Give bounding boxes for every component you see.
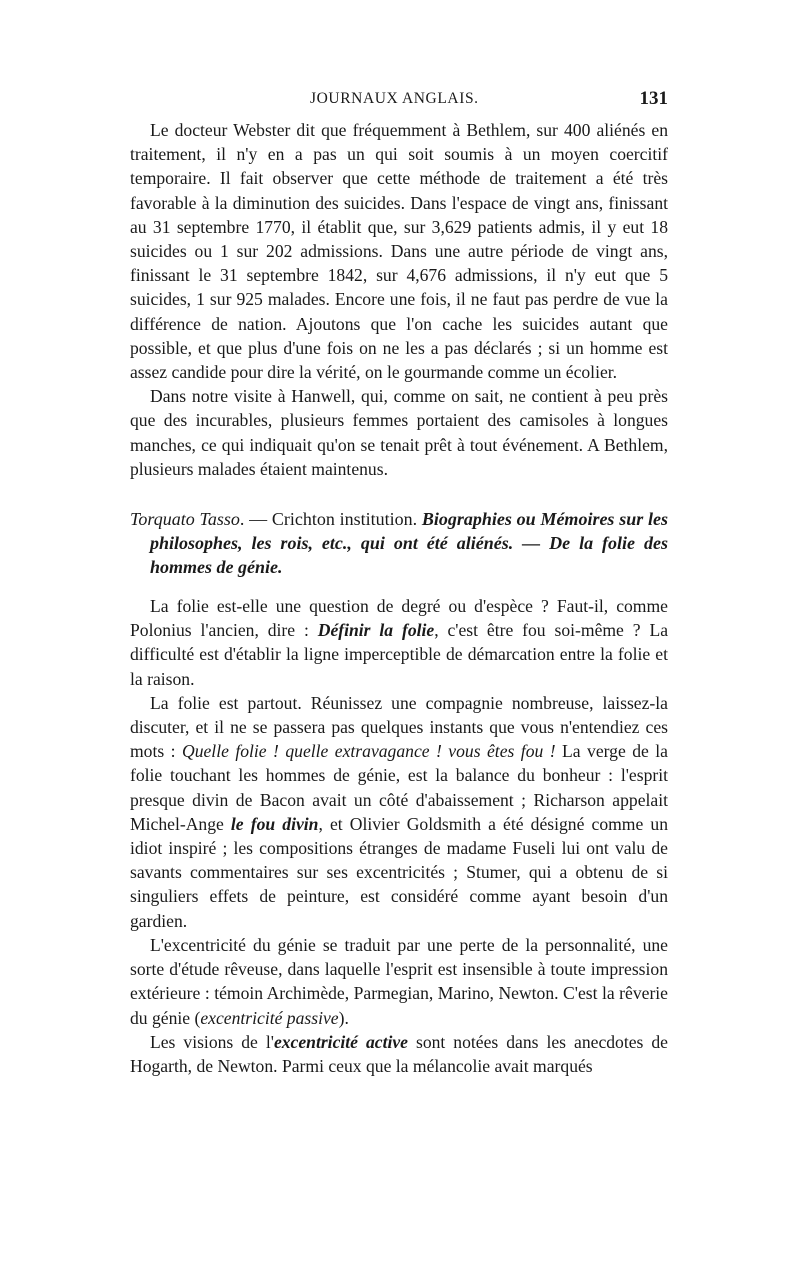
text-run: , c'est être fou soi-même ? La difficulté est d'établir la ligne imperceptible de démarcation entre la folie et la raison. — [130, 620, 668, 689]
text-run: La folie est partout. Réunissez une compagnie nombreuse, laissez-la discuter, et il ne se passera pas quelques instants que vous n'entendiez ces mots : — [130, 692, 668, 762]
text-run: sont notées dans les anecdotes de Hogarth, de Newton. Parmi ceux que la mélancolie avait marqués — [130, 1031, 668, 1076]
section-heading — [130, 507, 668, 579]
book-page — [130, 88, 668, 1078]
emphasis-excentricite-passive: excentricité passive — [200, 1007, 339, 1028]
heading-crichton: . — Crichton institution. — [239, 509, 422, 530]
text-run: , et Olivier Goldsmith a été désigné comme un idiot inspiré ; les compositions étranges de madame Fuseli lui ont valu de savants commentaires sur ses excentricités ; Stumer, qui a obtenu de si singuliers effets de peinture, est considéré comme ayant besoin d'un gardien. — [130, 813, 668, 931]
paragraph-folie-question — [130, 594, 668, 691]
text-run: La verge de la folie touchant les hommes de génie, est la balance du bonheur : l'esprit presque divin de Bacon avait un côté d'abaissement ; Richarson appelait Michel-Ange — [130, 741, 668, 834]
emphasis-definir: Définir la folie — [317, 620, 435, 641]
paragraph-hanwell: Dans notre visite à Hanwell, qui, comme on sait, ne contient à peu près que des incurables, plusieurs femmes portaient des camisoles à longues manches, ce qui indiquait qu'on se tenait prêt à tout événement. A Bethlem, plusieurs malades étaient maintenus. — [130, 386, 668, 479]
text-run: La folie est-elle une question de degré ou d'espèce ? Faut-il, comme Polonius l'ancien, dire : — [130, 596, 668, 641]
heading-tasso: Torquato Tasso — [130, 509, 240, 530]
paragraph-webster: Le docteur Webster dit que fréquemment à Bethlem, sur 400 aliénés en traitement, il n'y en a pas un qui soit soumis à un moyen coercitif temporaire. Il fait observer que cette méthode de traitement a été très favorable à la diminution des suicides. Dans l'espace de vingt ans, finissant au 31 septembre 1770, il établit que, sur 3,629 patients admis, il y eut 18 suicides ou 1 sur 202 admissions. Dans une autre période de vingt ans, finissant le 31 septembre 1842, sur 4,676 admissions, il n'y eut que 5 suicides, 1 sur 925 malades. Encore une fois, il ne faut pas perdre de vue la différence de nation. Ajoutons que l'on cache les suicides autant que possible, et que plus d'une fois on ne les a pas déclarés ; si un homme est assez candide pour dire la vérité, on le gourmande comme un écolier. — [130, 120, 668, 383]
paragraph-folie-partout — [130, 691, 668, 933]
text-run: L'excentricité du génie se traduit par une perte de la personnalité, une sorte d'étude rêveuse, dans laquelle l'esprit est insensible à toute impression extérieure : témoin Archimède, Parmegian, Marino, Newton. C'est la rêverie du génie ( — [130, 934, 668, 1028]
paragraph-excentricite — [130, 933, 668, 1030]
text-run: ). — [338, 1007, 349, 1028]
heading-biographies: Biographies ou Mémoires sur les philosophes, les rois, etc., qui ont été aliénés. — De la folie des hommes de génie. — [150, 509, 668, 578]
page-number: 131 — [639, 88, 668, 109]
paragraph-visions — [130, 1030, 668, 1078]
running-head — [130, 88, 668, 118]
text-run: Les visions de l' — [150, 1031, 274, 1052]
emphasis-fou-divin: le fou divin — [230, 813, 319, 834]
emphasis-excentricite-active: excentricité active — [273, 1031, 408, 1052]
emphasis-quelle-folie: Quelle folie ! quelle extravagance ! vous êtes fou ! — [182, 741, 556, 762]
running-title: JOURNAUX ANGLAIS. — [310, 90, 479, 107]
